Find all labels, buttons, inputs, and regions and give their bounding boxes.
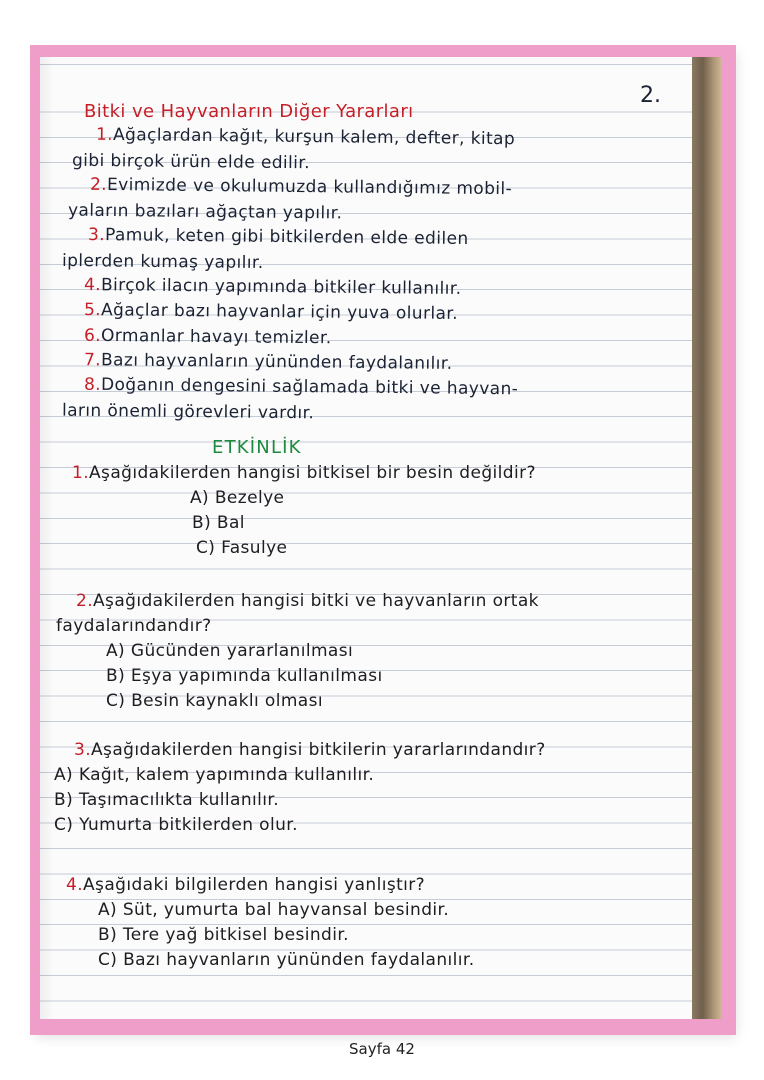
info-line-4: yaların bazıları ağaçtan yapılır. [67, 200, 343, 224]
question-2-line-2: faydalarındandır? [56, 616, 212, 636]
question-3: 3.Aşağıdakilerden hangisi bitkilerin yararlarındandır? [74, 740, 546, 760]
info-line-11: 8.Doğanın dengesini sağlamada bitki ve hayvan- [83, 374, 519, 400]
q1-option-c: C) Fasulye [196, 538, 288, 558]
q4-option-c: C) Bazı hayvanların yününden faydalanılır. [98, 950, 475, 970]
info-line-12: ların önemli görevleri vardır. [61, 400, 315, 424]
section-title: Bitki ve Hayvanların Diğer Yararları [84, 101, 414, 122]
question-4: 4.Aşağıdaki bilgilerden hangisi yanlıştır? [66, 875, 426, 895]
notebook-binding-edge [692, 57, 722, 1019]
info-line-2: gibi birçok ürün elde edilir. [71, 150, 311, 174]
info-line-7: 4.Birçok ilacın yapımında bitkiler kullanılır. [83, 275, 462, 299]
q1-option-a: A) Bezelye [190, 488, 285, 508]
q4-option-b: B) Tere yağ bitkisel besindir. [98, 925, 349, 945]
question-2: 2.Aşağıdakilerden hangisi bitki ve hayvanların ortak [76, 591, 539, 611]
q2-option-b: B) Eşya yapımında kullanılması [106, 666, 383, 686]
info-line-3: 2.Evimizde ve okulumuzda kullandığımız mobil- [89, 174, 513, 200]
info-line-1: 1.Ağaçlardan kağıt, kurşun kalem, defter, kitap [95, 124, 516, 150]
info-line-5: 3.Pamuk, keten gibi bitkilerden elde edilen [87, 225, 469, 249]
q2-option-a: A) Gücünden yararlanılması [106, 641, 354, 661]
activity-title: ETKİNLİK [212, 437, 302, 458]
info-line-6: iplerden kumaş yapılır. [61, 250, 264, 274]
q1-option-b: B) Bal [192, 513, 245, 533]
q3-option-c: C) Yumurta bitkilerden olur. [54, 815, 298, 835]
notebook-page [40, 57, 692, 1019]
page-footer: Sayfa 42 [349, 1040, 415, 1058]
info-line-9: 6.Ormanlar havayı temizler. [83, 325, 332, 349]
q4-option-a: A) Süt, yumurta bal hayvansal besindir. [98, 900, 450, 920]
q3-option-a: A) Kağıt, kalem yapımında kullanılır. [54, 765, 375, 785]
info-line-8: 5.Ağaçlar bazı hayvanlar için yuva olurlar. [83, 300, 459, 324]
q2-option-c: C) Besin kaynaklı olması [106, 691, 323, 711]
q3-option-b: B) Taşımacılıkta kullanılır. [54, 790, 280, 810]
page-number: 2. [640, 83, 661, 108]
question-1: 1.Aşağıdakilerden hangisi bitkisel bir besin değildir? [72, 463, 536, 483]
info-line-10: 7.Bazı hayvanların yününden faydalanılır. [83, 350, 453, 374]
